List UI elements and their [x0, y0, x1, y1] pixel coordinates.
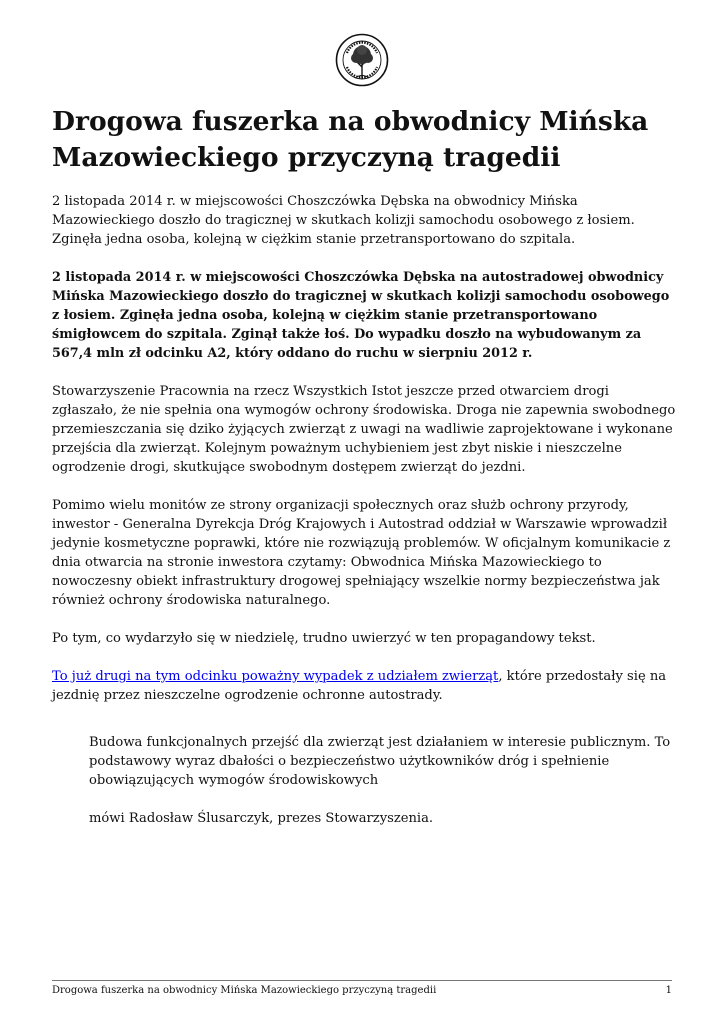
footer-title: Drogowa fuszerka na obwodnicy Mińska Mazowieckiego przyczyną tragedii — [52, 985, 437, 996]
article-body — [52, 192, 677, 847]
body-paragraph: Po tym, co wydarzyło się w niedzielę, trudno uwierzyć w ten propagandowy tekst. — [52, 631, 596, 646]
body-paragraph-with-link — [52, 667, 677, 705]
page-title: Drogowa fuszerka na obwodnicy Mińska Mazowieckiego przyczyną tragedii — [52, 106, 649, 173]
intro-paragraph: 2 listopada 2014 r. w miejscowości Choszczówka Dębska na obwodnicy Mińska Mazowieckiego doszło do tragicznej w skutkach kolizji samochodu osobowego z łosiem. Zginęła jedna osoba, kolejną w ciężkim stanie przetransportowano do szpitala. — [52, 194, 635, 247]
accident-article-link[interactable]: To już drugi na tym odcinku poważny wypadek z udziałem zwierząt — [52, 669, 499, 684]
body-paragraph: Pomimo wielu monitów ze strony organizacji społecznych oraz służb ochrony przyrody, inwestor - Generalna Dyrekcja Dróg Krajowych i Autostrad oddział w Warszawie wprowadził jedynie kosmetyczne poprawki, które nie rozwiązują problemów. W oficjalnym komunikacie z dnia otwarcia na stronie inwestora czytamy: Obwodnica Mińska Mazowieckiego to nowoczesny obiekt infrastruktury drogowej spełniający wszelkie normy bezpieczeństwa jak również ochrony środowiska naturalnego. — [52, 498, 671, 608]
quote-text: Budowa funkcjonalnych przejść dla zwierząt jest działaniem w interesie publicznym. To podstawowy wyraz dbałości o bezpieczeństwo użytkowników dróg i spełnienie obowiązujących wymogów środowiskowych — [89, 735, 671, 788]
page-number: 1 — [665, 985, 672, 996]
page-footer — [52, 980, 672, 998]
lead-paragraph: 2 listopada 2014 r. w miejscowości Choszczówka Dębska na autostradowej obwodnicy Mińska Mazowieckiego doszło do tragicznej w skutkach kolizji samochodu osobowego z łosiem. Zginęła jedna osoba, kolejną w ciężkim stanie przetransportowano śmigłowcem do szpitala. Zginął także łoś. Do wypadku doszło na wybudowanym za 567,4 mln zł odcinku A2, który oddano do ruchu w sierpniu 2012 r. — [52, 270, 670, 361]
quote-attribution: mówi Radosław Ślusarczyk, prezes Stowarzyszenia. — [89, 811, 434, 826]
body-paragraph-text: , które przedostały się na jezdnię przez nieszczelne ogrodzenie ochronne autostrady. — [52, 669, 667, 703]
pracownia-seal-icon — [335, 33, 389, 87]
blockquote — [89, 733, 677, 828]
body-paragraph: Stowarzyszenie Pracownia na rzecz Wszystkich Istot jeszcze przed otwarciem drogi zgłaszało, że nie spełnia ona wymogów ochrony środowiska. Droga nie zapewnia swobodnego przemieszczania się dziko żyjących zwierząt z uwagi na wadliwie zaprojektowane i wykonane przejścia dla zwierząt. Kolejnym poważnym uchybieniem jest zbyt niskie i nieszczelne ogrodzenie drogi, skutkujące swobodnym dostępem zwierząt do jezdni. — [52, 384, 676, 475]
